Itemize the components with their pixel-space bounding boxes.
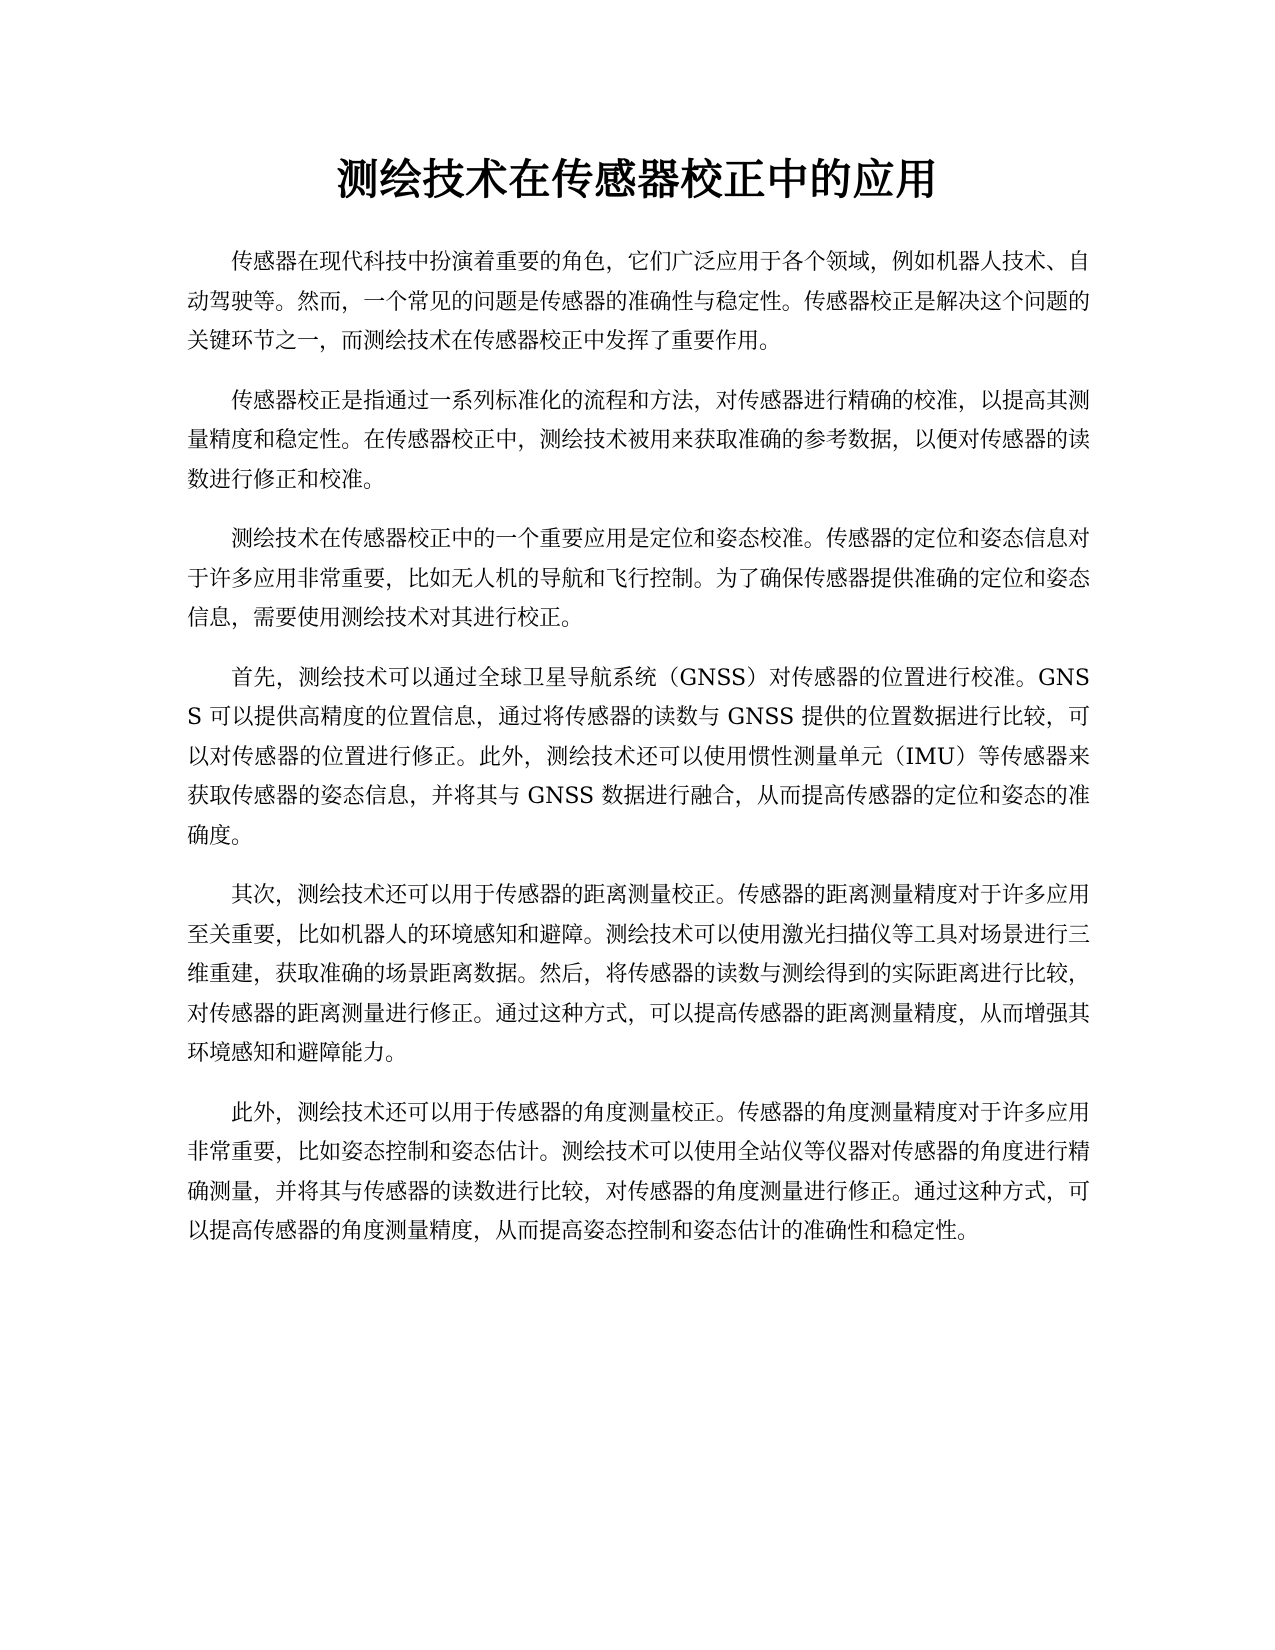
paragraph-5: 其次，测绘技术还可以用于传感器的距离测量校正。传感器的距离测量精度对于许多应用至关重要，比如机器人的环境感知和避障。测绘技术可以使用激光扫描仪等工具对场景进行三维重建，获取准确的场景距离数据。然后，将传感器的读数与测绘得到的实际距离进行比较，对传感器的距离测量进行修正。通过这种方式，可以提高传感器的距离测量精度，从而增强其环境感知和避障能力。 (187, 883, 1090, 1066)
document-body (187, 243, 1090, 1272)
paragraph-6: 此外，测绘技术还可以用于传感器的角度测量校正。传感器的角度测量精度对于许多应用非常重要，比如姿态控制和姿态估计。测绘技术可以使用全站仪等仪器对传感器的角度进行精确测量，并将其与传感器的读数进行比较，对传感器的角度测量进行修正。通过这种方式，可以提高传感器的角度测量精度，从而提高姿态控制和姿态估计的准确性和稳定性。 (187, 1100, 1090, 1244)
paragraph-3: 测绘技术在传感器校正中的一个重要应用是定位和姿态校准。传感器的定位和姿态信息对于许多应用非常重要，比如无人机的导航和飞行控制。为了确保传感器提供准确的定位和姿态信息，需要使用测绘技术对其进行校正。 (187, 527, 1090, 631)
paragraph-2: 传感器校正是指通过一系列标准化的流程和方法，对传感器进行精确的校准，以提高其测量精度和稳定性。在传感器校正中，测绘技术被用来获取准确的参考数据，以便对传感器的读数进行修正和校准。 (187, 388, 1090, 493)
document-title: 测绘技术在传感器校正中的应用 (336, 155, 939, 204)
paragraph-4: 首先，测绘技术可以通过全球卫星导航系统（GNSS）对传感器的位置进行校准。GNSS 可以提供高精度的位置信息，通过将传感器的读数与 GNSS 提供的位置数据进行比较，可以对传感器的位置进行修正。此外，测绘技术还可以使用惯性测量单元（IMU）等传感器来获取传感器的姿态信息，并将其与 GNSS 数据进行融合，从而提高传感器的定位和姿态的准确度。 (187, 665, 1090, 849)
paragraph-1: 传感器在现代科技中扮演着重要的角色，它们广泛应用于各个领域，例如机器人技术、自动驾驶等。然而，一个常见的问题是传感器的准确性与稳定性。传感器校正是解决这个问题的关键环节之一，而测绘技术在传感器校正中发挥了重要作用。 (187, 250, 1090, 354)
